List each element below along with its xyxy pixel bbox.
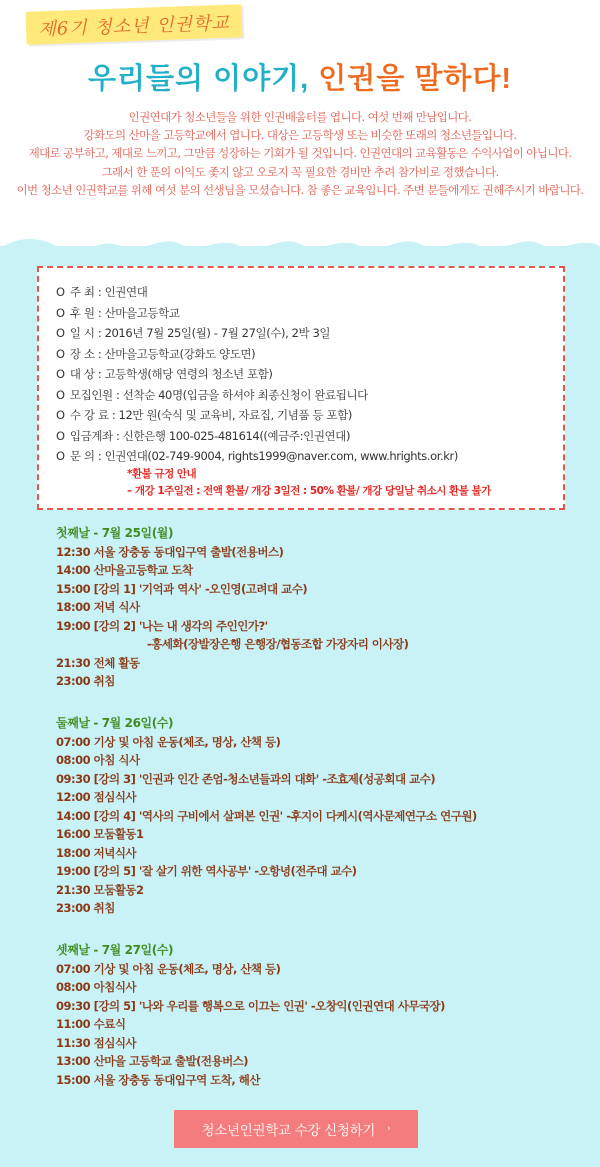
info-item-account: O 입금계좌 : 신한은행 100-025-481614((예금주:인권연대): [56, 428, 351, 443]
schedule-item: 19:00 [강의 2] '나는 내 생각의 주인인가?': [56, 618, 268, 633]
info-item-contact: O 문 의 : 인권연대(02-749-9004, rights1999@naver.com, www.hrights.or.kr): [56, 449, 458, 463]
refund-text: – 개강 1주일전 : 전액 환불/ 개강 3일전 : 50% 환불/ 개강 당일날 취소시 환불 불가: [127, 485, 491, 497]
schedule-day1: [56, 524, 408, 691]
schedule-item: 18:00 저녁 식사: [56, 600, 140, 614]
schedule-item: 23:00 취침: [56, 674, 115, 688]
info-item-sponsor: O 후 원 : 산마을고등학교: [56, 305, 180, 320]
schedule-item: 15:00 서울 장충동 동대입구역 도착, 해산: [56, 1072, 261, 1087]
info-item-organizer: O 주 최 : 인권연대: [56, 285, 148, 299]
edition-badge: [25, 4, 242, 45]
page-title-part2: 인권을 말하다!: [318, 63, 513, 95]
schedule-item: 23:00 취침: [56, 901, 115, 915]
schedule-item: 07:00 기상 및 아침 운동(체조, 명상, 산책 등): [56, 734, 281, 749]
info-item-target: O 대 상 : 고등학생(해당 연령의 청소년 포함): [56, 367, 273, 381]
page-title-part1: 우리들의 이야기,: [87, 63, 310, 95]
schedule-item: 14:00 산마을고등학교 도착: [56, 563, 193, 577]
intro-line: 강화도의 산마을 고등학교에서 엽니다. 대상은 고등학생 또는 비슷한 또래의 청소년들입니다.: [83, 128, 517, 143]
info-box: [37, 266, 565, 510]
info-list: [56, 282, 458, 467]
schedule-item: 08:00 아침 식사: [56, 753, 140, 767]
refund-policy: [127, 466, 491, 500]
intro-line: 그래서 한 푼의 이익도 좇지 않고 오로지 꼭 필요한 경비만 추려 참가비로 정했습니다.: [101, 164, 499, 179]
schedule-day3: [56, 941, 445, 1089]
edition-badge-label: 제6기 청소년 인권학교: [38, 12, 231, 40]
bullet-icon: O: [56, 367, 65, 381]
bullet-icon: O: [56, 346, 65, 361]
refund-title: *환불 규정 안내: [127, 468, 197, 480]
info-item-fee: O 수 강 료 : 12만 원(숙식 및 교육비, 자료집, 기념품 등 포함): [56, 408, 352, 422]
info-item-date: O 일 시 : 2016년 7월 25일(월) - 7월 27일(수), 2박 3일: [56, 326, 331, 340]
schedule-item: 08:00 아침식사: [56, 980, 137, 994]
intro-text: [0, 108, 600, 199]
schedule-item: 21:30 전체 활동: [56, 655, 140, 670]
chevron-right-icon: ›: [387, 1124, 391, 1134]
schedule-item: 16:00 모둠활동1: [56, 827, 144, 841]
schedule-item: 15:00 [강의 1] '기억과 역사' -오인영(고려대 교수): [56, 581, 308, 596]
intro-line: 이번 청소년 인권학교를 위해 여섯 분의 선생님을 모셨습니다. 참 좋은 교육입니다. 주변 분들에게도 권해주시기 바랍니다.: [16, 182, 584, 197]
apply-button[interactable]: [174, 1110, 418, 1148]
schedule-item: 09:30 [강의 5] '나와 우리를 행복으로 이끄는 인권' -오창익(인권연대 사무국장): [56, 998, 445, 1013]
info-item-venue: O 장 소 : 산마을고등학교(강화도 양도면): [56, 346, 256, 361]
schedule-item: 09:30 [강의 3] '인권과 인간 존엄-청소년들과의 대화' -조효제(성공회대 교수): [56, 771, 436, 786]
schedule-item: -홍세화(장발장은행 은행장/협동조합 가장자리 이사장): [147, 637, 409, 651]
schedule-item: 21:30 모둠활동2: [56, 882, 144, 897]
schedule-item: 18:00 저녁식사: [56, 845, 137, 860]
page-title: [0, 56, 600, 97]
info-item-capacity: O 모집인원 : 선착순 40명(입금을 하셔야 최종신청이 완료됩니다: [56, 387, 368, 402]
bullet-icon: O: [56, 326, 65, 340]
bullet-icon: O: [56, 428, 65, 443]
schedule-day2: [56, 714, 477, 918]
day-heading: 둘째날 - 7월 26일(수): [56, 716, 174, 730]
schedule-item: 11:00 수료식: [56, 1017, 126, 1031]
apply-button-label: 청소년인권학교 수강 신청하기: [201, 1123, 376, 1139]
day-heading: 첫째날 - 7월 25일(월): [56, 526, 174, 540]
schedule-item: 13:00 산마을 고등학교 출발(전용버스): [56, 1054, 249, 1068]
intro-line: 인권연대가 청소년들을 위한 인권배움터를 엽니다. 여섯 번째 만남입니다.: [128, 110, 472, 124]
intro-line: 제대로 공부하고, 제대로 느끼고, 그만큼 성장하는 기회가 될 것입니다. 인권연대의 교육활동은 수익사업이 아닙니다.: [28, 146, 572, 161]
schedule-item: 11:30 점심식사: [56, 1035, 137, 1050]
bullet-icon: O: [56, 285, 65, 299]
schedule-item: 12:30 서울 장충동 동대입구역 출발(전용버스): [56, 544, 284, 559]
schedule-item: 07:00 기상 및 아침 운동(체조, 명상, 산책 등): [56, 961, 281, 976]
schedule-item: 14:00 [강의 4] '역사의 구비에서 살펴본 인권' -후지이 다케시(역사문제연구소 연구원): [56, 808, 477, 823]
day-heading: 셋째날 - 7월 27일(수): [56, 943, 174, 957]
schedule-item: 19:00 [강의 5] '잘 살기 위한 역사공부' -오항녕(전주대 교수): [56, 864, 357, 878]
bullet-icon: O: [56, 387, 65, 402]
bullet-icon: O: [56, 449, 65, 463]
bullet-icon: O: [56, 305, 65, 320]
bullet-icon: O: [56, 408, 65, 422]
schedule-item: 12:00 점심식사: [56, 790, 137, 804]
